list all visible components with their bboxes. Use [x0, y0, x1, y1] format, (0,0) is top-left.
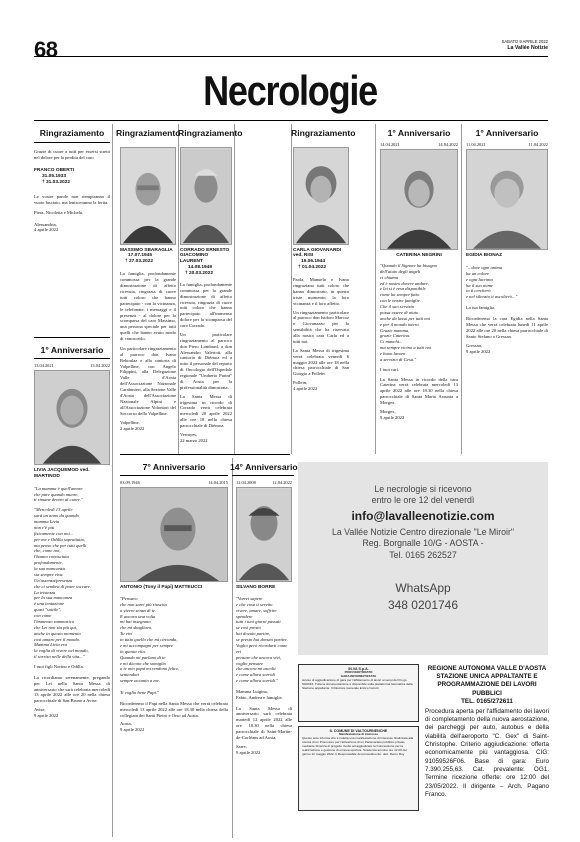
place-date: Sarre, 9 aprile 2022	[236, 743, 261, 755]
notice-address-1: La Vallée Notizie Centro direzionale "Le Miroir"	[331, 526, 515, 537]
notice-franco-oberti	[34, 128, 110, 233]
date-pair	[120, 480, 228, 486]
birth-date: 31.05.1933	[42, 174, 67, 180]
contact-notice-box	[298, 462, 548, 655]
dateline	[502, 39, 548, 52]
header-rule	[34, 120, 548, 121]
notice-phone: Tel. 0165 262527	[389, 549, 457, 560]
birth-date: 19.06.1944	[301, 259, 326, 265]
notice-text: Ricorderemo la cara Egidia nella Santa Messa che verrà celebrata lunedì 11 aprile 2022 alle ore 20 nella chiesa parrocchiale di Santo Stefano a Gressan.	[466, 315, 548, 339]
birth-date: 17.07.1945	[128, 253, 153, 259]
date-right: 11.04.2022	[528, 141, 548, 147]
intro-text: Grazie di cuore a tutti per essersi stretti nel dolore per la perdita del caro	[34, 148, 110, 160]
column-divider	[375, 124, 376, 454]
notice-text-2: Un ringraziamento particolare al parroco don Isidoro Marcoz e Giovanazzo per la sensibilità che ha riservato alla nostra cara Carla ed a tutti noi.	[293, 309, 349, 344]
legal-notice-text: Avviso di aggiudicazione di gara per l'affidamento di lavori ai sensi del D.Lgs. 50/2016. Tutta la documentazione è disponibile sulla piattaforma telematica della Stazione appaltante. Il Direttore Generale Enrico Cerutti	[302, 677, 413, 690]
death-date: † 31.03.2022	[42, 180, 71, 186]
deceased-name: FRANCO OBERTI	[34, 168, 74, 174]
title-rule	[34, 142, 110, 143]
deceased-name: CATERINA NEGRINI	[396, 253, 442, 259]
date-left: 12.04.2008	[236, 479, 256, 485]
column-divider	[291, 124, 292, 454]
notice-title: Ringraziamento	[39, 128, 105, 138]
legal-notice-valtournenche	[298, 726, 419, 811]
notice-massimo-sbaraglia	[116, 128, 181, 432]
poem-text: "...dove ogni anima ha un colore e ogni lacrima ha il suo nome io ti cercherò e nel silenzio ti ascolterò..."	[466, 264, 518, 300]
notice-text-2: Un particolare ringraziamento al parroco don Piero Lombard, a don Alessandro Valerioti, alla cantoria di Diémoz ed a tutto il personale del reparto di Oncologia dell'Ospedale regionale "Umberto Parini" di Aosta per la professionalità dimostrata.	[180, 331, 232, 390]
notice-line-2: entro le ore 12 del venerdì	[371, 495, 475, 506]
death-date: † 20.03.2022	[185, 270, 214, 276]
notice-title: 14° Anniversario	[230, 462, 298, 472]
deceased-name: ANTONIO (Tony il Papi) MATTEUCCI	[120, 585, 203, 591]
deceased-name: EGIDIA BIONAZ	[466, 253, 503, 259]
notice-livia-jacquemod	[34, 345, 110, 719]
portrait-photo	[120, 147, 176, 245]
date-pair	[466, 142, 548, 148]
portrait-photo	[120, 487, 228, 582]
column-divider	[461, 124, 462, 454]
date-pair	[380, 142, 458, 148]
place-date: Gressan, 9 aprile 2022	[466, 343, 491, 355]
notice-title: Ringraziamento	[291, 128, 356, 138]
tender-body: Procedura aperta per l'affidamento dei lavori di completamento della nuova aerostazione, dei parcheggi per auto, autobus e della viabilità dell'aeroporto "C. Gex" di Saint-Christophe. Criterio aggiudicazione: offerta economicamente più vantaggiosa. CIG: 91059526F06. Base di gara: Euro 7.390.255,63. Cat. prevalente: OG1. Termine ricezione offerte: ore 12:00 del 23/05/2022. Il dirigente – Arch. Pagano Franco.	[425, 707, 549, 798]
title-rule	[120, 475, 228, 476]
notice-text-3: La Santa Messa di trigesima verrà celebrata venerdì 6 maggio 2022 alle ore 18 nella chiesa parrocchiale di San Giorgio a Pollein.	[293, 347, 349, 377]
whatsapp-number[interactable]: 348 0201746	[387, 598, 459, 613]
notice-text: La Santa Messa di anniversario sarà celebrata martedì 12 aprile 2022 alle ore 18.30 nella chiesa parrocchiale di Saint-Martin-de-Corléans ad Aosta.	[236, 705, 292, 740]
poem-text: "Pensavo che non sarei più riuscita a vivere senza di te. E ancora una volta mi hai insegnato che mi sbagliavo. Tu vivi in tutto quello che mi circonda, e mi accompagni per sempre in questa vita. Quando mi parlano di te e mi dicono che somiglio a te mio papà mi rendono felice, sentendoti sempre accanto a me. Ti voglio bene Papi."	[120, 595, 180, 695]
date-left: 13.04.2021	[34, 362, 54, 368]
date-pair	[236, 480, 292, 486]
issue-date: SABATO 9 APRILE 2022	[501, 39, 548, 44]
portrait-photo	[34, 370, 110, 465]
deceased-name: CARLA GIOVANARDI ved. RISI	[293, 247, 342, 259]
date-right: 14.04.2022	[438, 141, 458, 147]
portrait-photo	[180, 147, 232, 245]
legal-notice-subtitle: PROVVEDITORATO GARA INFORMATIZZATA	[340, 670, 377, 679]
signature: I tuoi figli Norino e Odilla.	[34, 664, 84, 670]
date-right: 14.04.2015	[208, 479, 228, 485]
portrait-photo	[236, 487, 292, 582]
date-left: 11.04.2021	[466, 141, 486, 147]
signature: La tua famiglia.	[466, 305, 496, 311]
notice-title: Ringraziamento	[116, 128, 181, 138]
column-divider	[234, 124, 235, 454]
notice-text: La famiglia, profondamente commossa per la grande dimostrazione di affetto ricevuta, ringrazia di cuore tutti coloro che hanno partecipato all'immenso dolore per la scomparsa del caro Corrado.	[180, 281, 232, 329]
notice-title: Ringraziamento	[178, 128, 243, 138]
place-date: Pollein, 4 aprile 2022	[293, 380, 318, 391]
legal-notice-text: Questo ente informa che è indetta una manifestazione di interesse finalizzata alla ricerca di un Promotore per l'attivazione di un Partenariato pubblico-privato, mediante Finanza di progetto rivolto ad aggiudicare la Concessione per la realizzazione e gestione di un'area sportiva. Scadenza termine ore 12.00 del giorno 12 maggio 2022. Il Responsabile del procedimento: dott. Remo Ruy	[302, 736, 414, 756]
notice-title: 7° Anniversario	[142, 462, 206, 472]
notice-text: La famiglia, profondamente commossa per la grande dimostrazione di affetto ricevuta, ringrazia di cuore tutti coloro che hanno partecipato - con la vicinanza, le telefonate, i messaggi e il presenza - al dolore per la scomparsa del caro Massimo, una persona speciale per tutti quelli che hanno avuto modo di conoscerlo.	[120, 271, 176, 342]
notice-address-2: Reg. Borgnalle 10/G - AOSTA -	[362, 538, 484, 549]
place-date: Avise, 9 aprile 2022	[34, 707, 59, 718]
legal-notice-subtitle: Manifestazione di interesse	[338, 732, 378, 737]
title-rule	[232, 475, 294, 476]
portrait-photo	[293, 147, 349, 245]
place-date: Verrayes, 22 marzo 2022	[180, 431, 208, 443]
contact-email-link[interactable]: info@lavalleenotizie.com	[351, 508, 495, 523]
title-rule	[34, 358, 110, 359]
signature: I tuoi cari.	[380, 366, 400, 372]
column-divider	[232, 458, 233, 838]
date-right: 12.04.2022	[272, 479, 292, 485]
notice-egidia-bionaz	[466, 128, 548, 355]
poem-text: "Quando il Signore ha bisogno dell'aiuto degli angeli ci chiama ed è nostro dovere andare, e lei si è resa disponibile come ha sempre fatto con le nostre famiglie. Che il suo servizio possa essere di aiuto anche da lassù per tutti noi e per il mondo intero. Grazie mamma, grazie Caterina. Ci manchi... ma sempre vicino a tutti noi e buon lavoro a servizio di Gesù."	[380, 262, 438, 362]
legal-notice-title: IL COMUNE DI VALTOURNENCHE	[329, 729, 388, 733]
birth-date: 14.08.1949	[188, 264, 213, 270]
notice-text-3: La Santa Messa di trigesima in ricordo di Corrado verrà celebrata mercoledì 20 aprile 2022 alle ore 18 nella chiesa parrocchiale di Diémoz.	[180, 393, 232, 429]
deceased-name: LIVIA JACQUEMOD ved. MARTINOD	[34, 468, 90, 479]
poem-quote: "La mamma è quell'amore che pure quando muore, ti rimane dentro al cuore."	[34, 485, 83, 503]
section-rule	[34, 337, 110, 338]
publication-name: La Vallée Notizie	[507, 45, 548, 52]
notice-caterina-negrini	[380, 128, 458, 420]
deceased-name: SILVANO BORRE	[236, 585, 276, 591]
notice-text: Paola, Manuela e Ivano ringraziano tutti coloro che hanno dimostrato, in questo triste momento, la loro vicinanza e il loro affetto.	[293, 277, 349, 306]
notice-text: La Santa Messa in ricordo della cara Caterina verrà celebrata mercoledì 13 aprile 2022 alle ore 18.30 nella chiesa parrocchiale di Santa Maria Assunta a Morgex.	[380, 376, 458, 406]
portrait-photo	[380, 149, 458, 250]
tender-header: REGIONE AUTONOMA VALLE D'AOSTA STAZIONE UNICA APPALTANTE E PROGRAMMAZIONE DEI LAVORI PUBBLICI TEL. 0165/272611	[427, 665, 547, 705]
place-date: Valpelline, 2 aprile 2022	[120, 420, 145, 432]
legal-notice-title: IN.VA S.p.A.	[348, 667, 369, 671]
death-date: † 01.04.2022	[298, 265, 327, 271]
notice-title: 1° Anniversario	[387, 128, 451, 138]
place-date: Alessandria, 4 aprile 2022	[34, 221, 59, 233]
poem-text: "Mercoledì 13 aprile sarà un anno da quando mamma Livia non c'è più fisicamente con noi... per me e Odilla soprattutto, ma penso che per tutti quelli che, come noi, l'hanno conosciuta profondamente, la sua mancanza sia sempre viva. Un'assenza/presenza che ci sembra di poter toccare. La tristezza per la sua mancanza è una tentazione quasi "sottile", con come l'immenso rammarico che Lei non sia più qui, anche in questo momento così amaro per il mondo. Mamma Livia era la voglia di vivere nel mondo, il sorriso nelle della vita..."	[34, 507, 91, 660]
date-right: 13.04.2022	[90, 362, 110, 368]
place-date: Aosta, 9 aprile 2022	[120, 721, 145, 733]
signature: Piera, Nicoletta e Michela.	[34, 209, 84, 215]
notice-text: Le vostre parole non riempiranno il vuoto lasciato, ma lenisceranno la ferita.	[34, 194, 110, 206]
page-title: Necrologie	[203, 67, 377, 114]
signature: Mamma Luigina, Fabio, Andrea e famiglie.	[236, 689, 283, 700]
date-left: 03.09.1946	[120, 479, 140, 485]
notice-text: Ricorderemo il Papi nella Santa Messa che verrà celebrata mercoledì 13 aprile 2022 alle ore 18.30 nella chiesa della collegiata dei Santi Pietro e Orso ad Aosta.	[120, 700, 228, 718]
deceased-name: MASSIMO SBARAGLIA	[120, 247, 173, 253]
column-divider	[178, 124, 179, 454]
notice-antonio-matteucci	[120, 462, 228, 733]
section-rule	[120, 454, 290, 455]
death-date: † 27.03.2022	[125, 259, 154, 265]
tender-notice	[425, 665, 549, 799]
top-rule	[34, 56, 548, 57]
notice-silvano-borre	[230, 462, 298, 755]
notice-title: 1° Anniversario	[475, 128, 539, 138]
date-left: 14.04.2021	[380, 141, 400, 147]
notice-corrado-laurent	[178, 128, 243, 443]
notice-title: 1° Anniversario	[40, 345, 104, 355]
portrait-photo	[466, 149, 548, 250]
column-divider	[112, 124, 113, 837]
notice-line-1: Le necrologie si ricevono	[374, 484, 472, 494]
notice-text: La ricordiamo serenamente, pregando per Lei nella Santa Messa di anniversario che sarà celebrata mercoledì 13 aprile 2022 alle ore 20 nella chiesa parrocchiale di San Bruno a Avise.	[34, 674, 111, 704]
deceased-name: CORRADO ERNESTO GIACOMINO LAURENT	[180, 247, 230, 265]
poem-text: "Vorrei sapere e che cosa ti servito vivere, amare, soffrire spendere tutti i tuoi giorni passati se così presto hai dovuto partire, se presto hai dovuto partire. Voglio però ricordarti come eri pensare che ancora vivi, voglio pensare che ancora mi ascolti e come allora sorridi e come allora sorridi."	[236, 595, 288, 684]
notice-carla-giovanardi	[291, 128, 356, 392]
place-date: Morgex, 9 aprile 2022	[380, 408, 405, 420]
date-pair	[34, 363, 110, 369]
legal-notice-inva	[298, 664, 419, 722]
notice-text-2: Un particolare ringraziamento al parroco don Ivano Reboulaz e alla cantoria di Valpelline, con Angelo Filippini, alla Delegazione Valle d'Aosta dell'Associazione Nazionale Carabinieri, alla Sezione Valle d'Aosta dell'Associazione Nazionale Alpini e all'Associazione Volontari del Soccorso della Valpelline.	[120, 345, 176, 416]
page-number: 68	[34, 37, 58, 62]
whatsapp-label: WhatsApp	[395, 581, 451, 596]
